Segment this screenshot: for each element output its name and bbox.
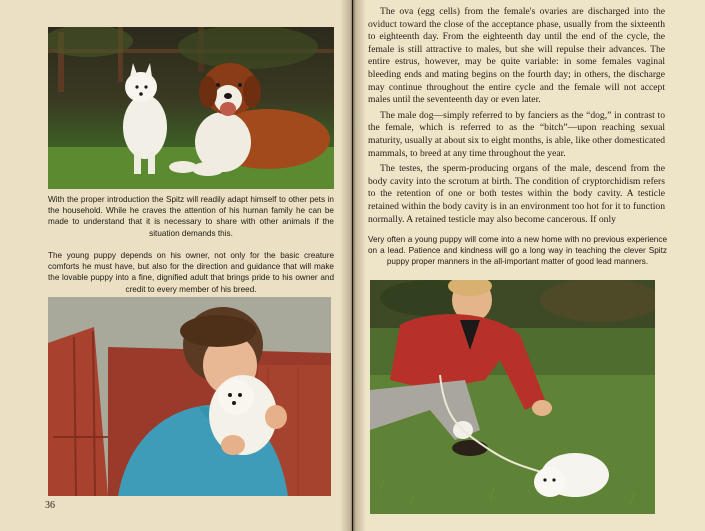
boy-puppy-illustration (48, 297, 331, 496)
caption-spitz-adapts: With the proper introduction the Spitz will readily adapt himself to other pets in the household. While he craves the attention of his human family he can be made to understand that it is necessary to share with other animals if the situation demands this. (48, 195, 334, 238)
paragraph-testes: The testes, the sperm-producing organs of the male, descend from the body cavity into the scrotum at birth. The condition of cryptorchidism refers to the retention of one or both testes within the body cavity. A testicle retained within the body cavity is in an environment too hot for it to function normally. A retained testicle may also become cancerous. If only (368, 163, 665, 225)
photo-boy-with-puppy (48, 297, 331, 496)
paragraph-ova: The ova (egg cells) from the female's ovaries are discharged into the oviduct toward the close of the acceptance phase, usually from the sixteenth to eighteenth day. From the eighteenth day until the end of the cycle, the female is still attractive to males, but she will repulse their advances. The entire estrus, however, may be quite variable: in some females vaginal bleeding ends and mating begins on the fourth day; in others, the discharge may continue throughout the entire cycle and the female will not accept males until the seventeenth day or even later. (368, 6, 665, 106)
dogs-illustration (48, 27, 334, 189)
lead-training-illustration (370, 280, 655, 514)
photo-spitz-and-saint-bernard (48, 27, 334, 189)
caption-puppy-lead: Very often a young puppy will come into a new home with no previous experience on a lead. Patience and kindness will go a long way in teaching the clever Spitz puppy proper manners in the all-important matter of good lead manners. (368, 235, 667, 267)
page-number: 36 (45, 500, 55, 511)
caption-young-puppy-depends: The young puppy depends on his owner, not only for the basic creature comforts he must have, but also for the direction and guidance that will make the lovable puppy into a fine, dignified adult that brings pride to his owner and credit to every member of his breed. (48, 251, 334, 294)
paragraph-male-dog: The male dog—simply referred to by fanciers as the “dog,” in contrast to the female, which is referred to as the “bitch”—upon reaching sexual maturity, usually at about six to eight months, is able, like other domesticated mammals, to breed at any time throughout the year. (368, 109, 665, 159)
left-page (0, 0, 352, 531)
photo-puppy-on-lead (370, 280, 655, 514)
right-page (353, 0, 705, 531)
body-text-column (368, 6, 665, 229)
